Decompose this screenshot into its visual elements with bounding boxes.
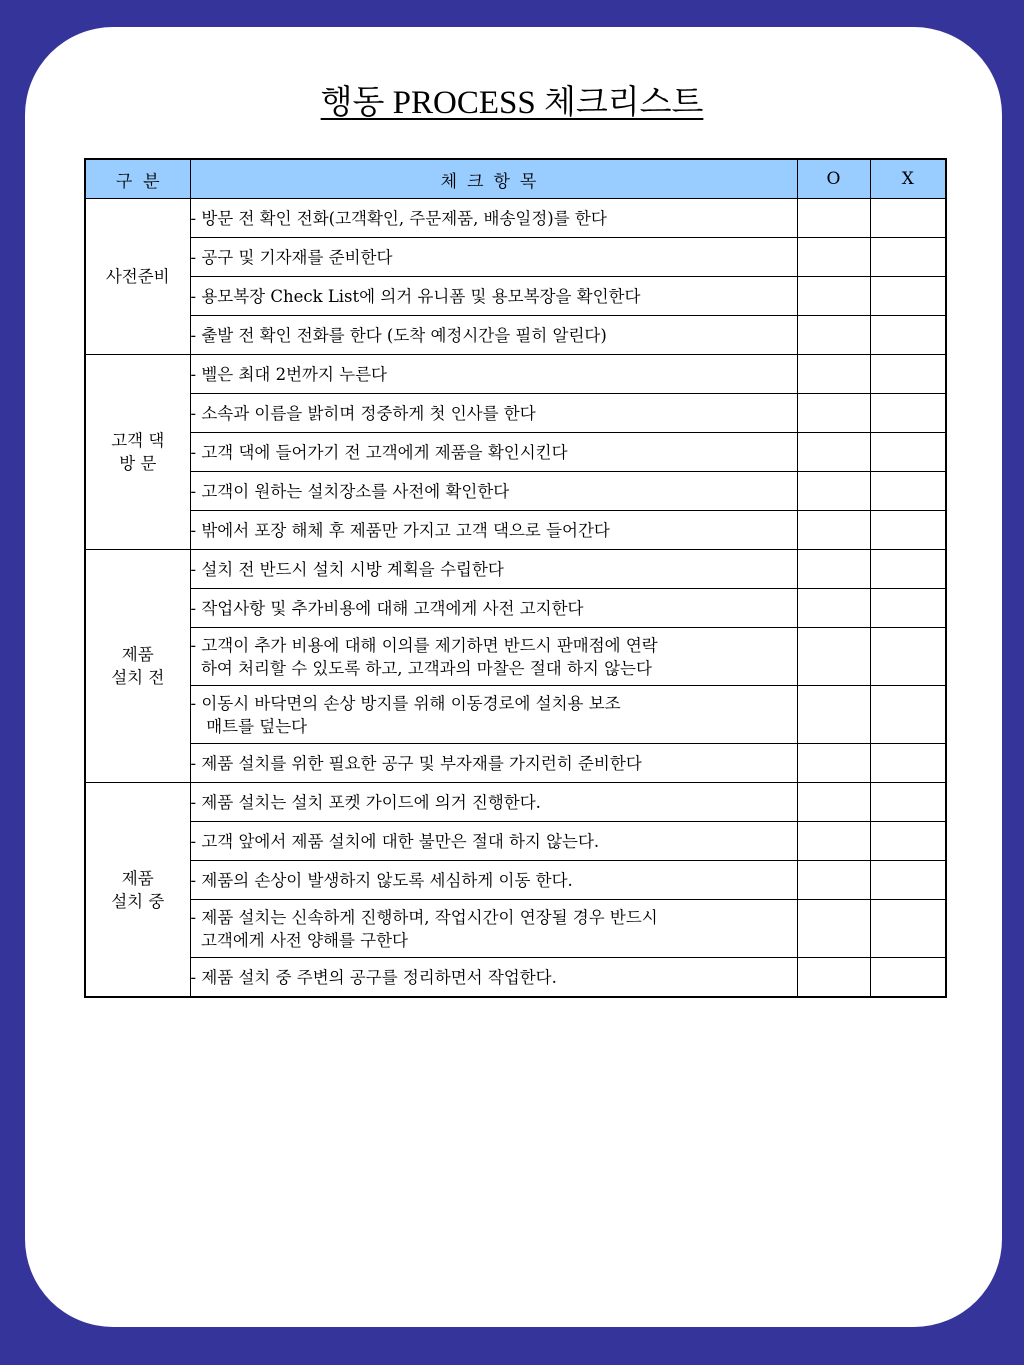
checklist-row: [85, 277, 946, 316]
page-title: [0, 76, 1024, 123]
checklist-row: [85, 958, 946, 998]
check-cell-o[interactable]: [797, 686, 870, 744]
check-item-text: - 용모복장 Check List에 의거 유니폼 및 용모복장을 확인한다: [190, 277, 797, 316]
check-cell-x[interactable]: [870, 472, 946, 511]
check-item-text: - 제품 설치는 설치 포켓 가이드에 의거 진행한다.: [190, 783, 797, 822]
check-cell-o[interactable]: [797, 472, 870, 511]
check-item-text: - 작업사항 및 추가비용에 대해 고객에게 사전 고지한다: [190, 589, 797, 628]
check-cell-x[interactable]: [870, 861, 946, 900]
check-cell-x[interactable]: [870, 822, 946, 861]
check-cell-o[interactable]: [797, 394, 870, 433]
check-cell-x[interactable]: [870, 686, 946, 744]
check-cell-x[interactable]: [870, 394, 946, 433]
checklist-row: [85, 589, 946, 628]
check-item-text: - 제품의 손상이 발생하지 않도록 세심하게 이동 한다.: [190, 861, 797, 900]
check-item-text: - 제품 설치는 신속하게 진행하며, 작업시간이 연장될 경우 반드시 고객에게 사전 양해를 구한다: [190, 900, 797, 958]
check-cell-o[interactable]: [797, 199, 870, 238]
check-cell-x[interactable]: [870, 433, 946, 472]
check-cell-o[interactable]: [797, 822, 870, 861]
checklist-row: [85, 238, 946, 277]
check-item-text: - 고객이 추가 비용에 대해 이의를 제기하면 반드시 판매점에 연락 하여 처리할 수 있도록 하고, 고객과의 마찰은 절대 하지 않는다: [190, 628, 797, 686]
check-cell-o[interactable]: [797, 550, 870, 589]
checklist-row: [85, 861, 946, 900]
category-cell: 제품 설치 전: [85, 550, 190, 783]
checklist-row: [85, 433, 946, 472]
checklist-row: [85, 783, 946, 822]
check-item-text: - 제품 설치 중 주변의 공구를 정리하면서 작업한다.: [190, 958, 797, 998]
check-cell-x[interactable]: [870, 355, 946, 394]
check-cell-o[interactable]: [797, 900, 870, 958]
check-cell-x[interactable]: [870, 628, 946, 686]
category-cell: 제품 설치 중: [85, 783, 190, 998]
check-item-text: - 고객 댁에 들어가기 전 고객에게 제품을 확인시킨다: [190, 433, 797, 472]
checklist-row: [85, 394, 946, 433]
check-item-text: - 제품 설치를 위한 필요한 공구 및 부자재를 가지런히 준비한다: [190, 744, 797, 783]
checklist-row: [85, 316, 946, 355]
check-cell-x[interactable]: [870, 199, 946, 238]
page-title-text: 행동 PROCESS 체크리스트: [320, 85, 704, 121]
category-cell: 고객 댁 방 문: [85, 355, 190, 550]
check-cell-x[interactable]: [870, 589, 946, 628]
checklist-row: [85, 550, 946, 589]
check-item-text: - 설치 전 반드시 설치 시방 계획을 수립한다: [190, 550, 797, 589]
checklist-row: [85, 511, 946, 550]
category-cell: 사전준비: [85, 199, 190, 355]
checklist-row: [85, 199, 946, 238]
check-item-text: - 공구 및 기자재를 준비한다: [190, 238, 797, 277]
header-x: X: [870, 159, 946, 199]
check-item-text: - 방문 전 확인 전화(고객확인, 주문제품, 배송일정)를 한다: [190, 199, 797, 238]
header-category: 구 분: [85, 159, 190, 199]
check-cell-o[interactable]: [797, 744, 870, 783]
check-cell-o[interactable]: [797, 589, 870, 628]
check-cell-o[interactable]: [797, 433, 870, 472]
check-cell-o[interactable]: [797, 783, 870, 822]
checklist-row: [85, 744, 946, 783]
check-item-text: - 고객 앞에서 제품 설치에 대한 불만은 절대 하지 않는다.: [190, 822, 797, 861]
checklist-table: [84, 158, 947, 998]
check-cell-x[interactable]: [870, 511, 946, 550]
checklist-row: [85, 686, 946, 744]
check-item-text: - 출발 전 확인 전화를 한다 (도착 예정시간을 필히 알린다): [190, 316, 797, 355]
check-cell-o[interactable]: [797, 628, 870, 686]
check-item-text: - 소속과 이름을 밝히며 정중하게 첫 인사를 한다: [190, 394, 797, 433]
check-cell-o[interactable]: [797, 238, 870, 277]
header-items: 체크항목: [190, 159, 797, 199]
check-cell-x[interactable]: [870, 316, 946, 355]
check-cell-x[interactable]: [870, 550, 946, 589]
checklist-row: [85, 822, 946, 861]
check-item-text: - 벨은 최대 2번까지 누른다: [190, 355, 797, 394]
check-cell-o[interactable]: [797, 316, 870, 355]
check-item-text: - 밖에서 포장 해체 후 제품만 가지고 고객 댁으로 들어간다: [190, 511, 797, 550]
checklist-row: [85, 628, 946, 686]
check-cell-o[interactable]: [797, 958, 870, 998]
check-cell-x[interactable]: [870, 238, 946, 277]
check-cell-x[interactable]: [870, 900, 946, 958]
check-cell-x[interactable]: [870, 783, 946, 822]
checklist-row: [85, 355, 946, 394]
header-o: O: [797, 159, 870, 199]
check-cell-x[interactable]: [870, 277, 946, 316]
check-item-text: - 이동시 바닥면의 손상 방지를 위해 이동경로에 설치용 보조 매트를 덮는다: [190, 686, 797, 744]
check-cell-x[interactable]: [870, 744, 946, 783]
checklist-row: [85, 900, 946, 958]
check-cell-x[interactable]: [870, 958, 946, 998]
header-row: [85, 159, 946, 199]
checklist-row: [85, 472, 946, 511]
check-cell-o[interactable]: [797, 861, 870, 900]
check-cell-o[interactable]: [797, 511, 870, 550]
check-cell-o[interactable]: [797, 355, 870, 394]
checklist-body: [85, 199, 946, 998]
check-item-text: - 고객이 원하는 설치장소를 사전에 확인한다: [190, 472, 797, 511]
check-cell-o[interactable]: [797, 277, 870, 316]
